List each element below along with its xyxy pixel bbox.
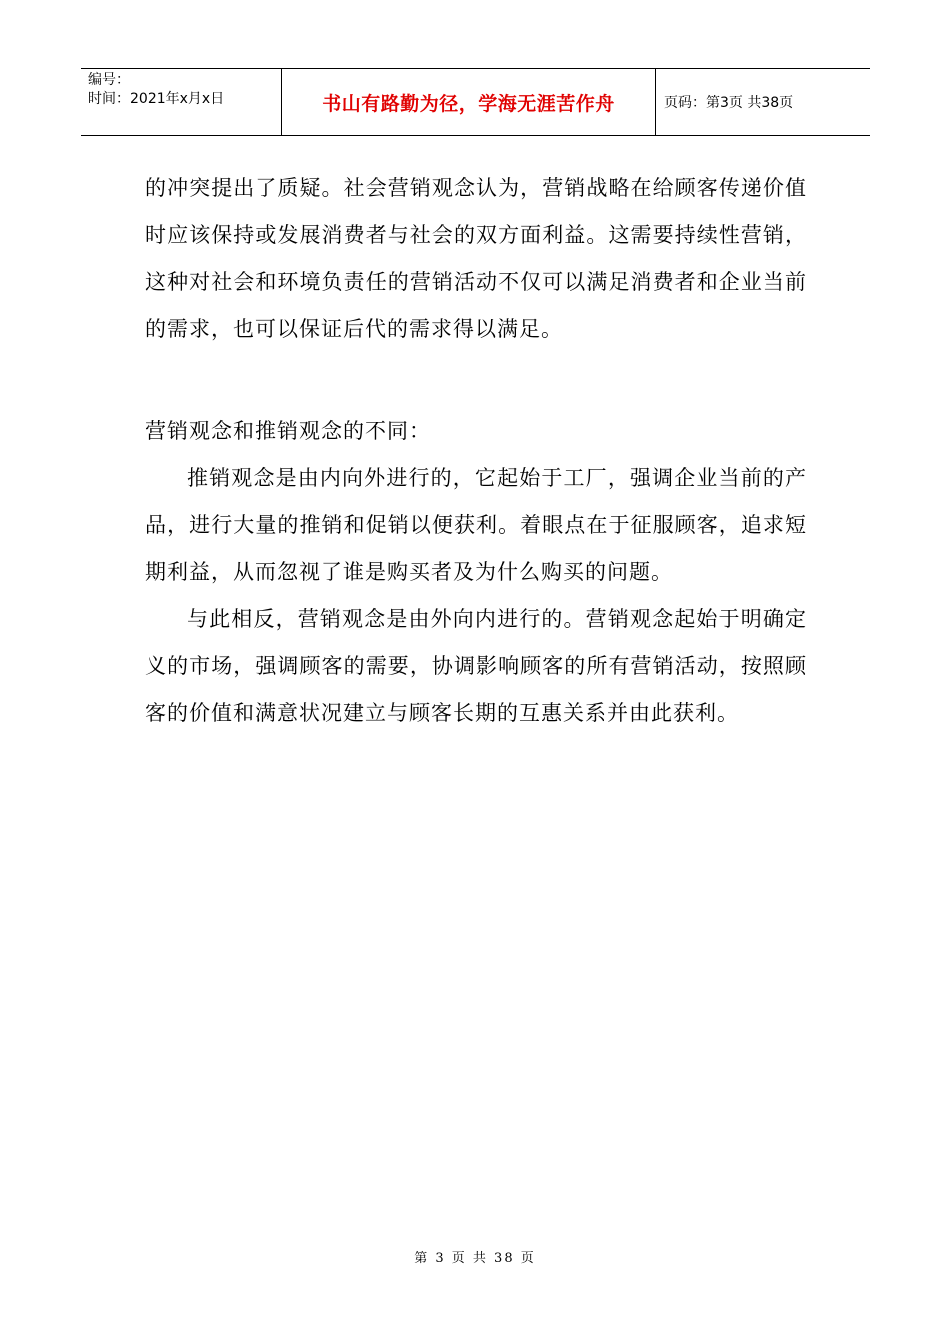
paragraph-selling-concept: 推销观念是由内向外进行的，它起始于工厂，强调企业当前的产品，进行大量的推销和促销以便获利。着眼点在于征服顾客，追求短期利益，从而忽视了谁是购买者及为什么购买的问题。 bbox=[145, 466, 807, 584]
body-section-1 bbox=[145, 165, 807, 353]
document-number-label: 编号： bbox=[88, 72, 130, 88]
page-header-table bbox=[81, 68, 870, 136]
body-section-2 bbox=[145, 408, 807, 737]
header-motto: 书山有路勤为径，学海无涯苦作舟 bbox=[282, 69, 656, 135]
header-meta-cell bbox=[81, 69, 282, 135]
document-date: 时间：2021年x月x日 bbox=[88, 91, 225, 107]
paragraph-marketing-concept: 与此相反，营销观念是由外向内进行的。营销观念起始于明确定义的市场，强调顾客的需要，协调影响顾客的所有营销活动，按照顾客的价值和满意状况建立与顾客长期的互惠关系并由此获利。 bbox=[145, 607, 807, 725]
page-footer: 第 3 页 共 38 页 bbox=[414, 1251, 536, 1266]
paragraph-continued: 的冲突提出了质疑。社会营销观念认为，营销战略在给顾客传递价值时应该保持或发展消费者与社会的双方面利益。这需要持续性营销，这种对社会和环境负责任的营销活动不仅可以满足消费者和企业当前的需求，也可以保证后代的需求得以满足。 bbox=[145, 176, 807, 341]
header-page-info: 页码：第3页 共38页 bbox=[664, 95, 794, 111]
section-heading: 营销观念和推销观念的不同： bbox=[145, 419, 431, 443]
